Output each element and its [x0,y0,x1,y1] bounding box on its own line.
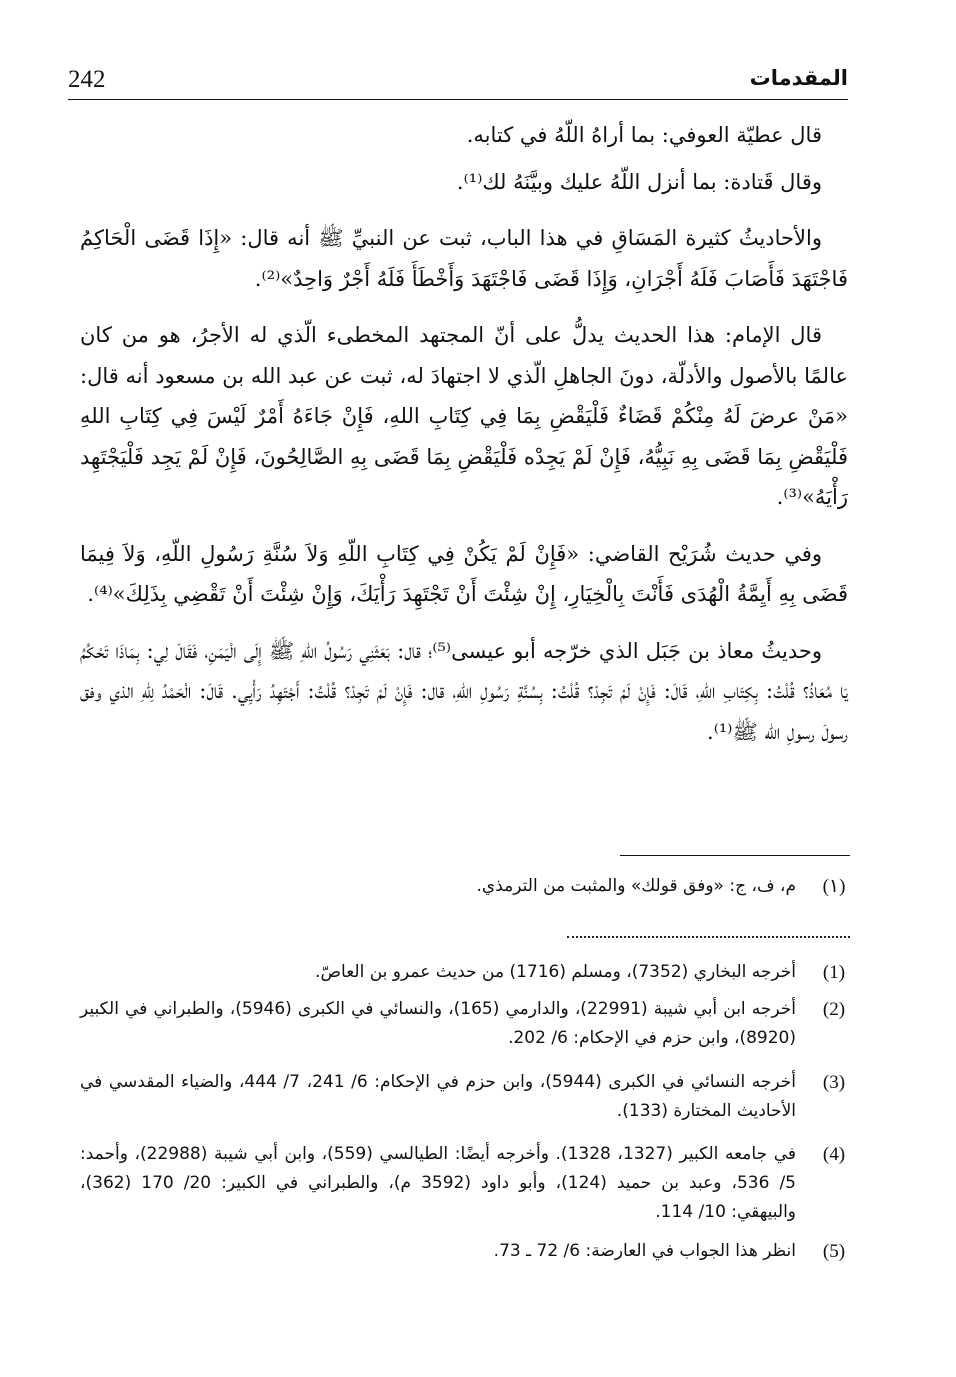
paragraph-text: وفي حديث شُرَيْح القاضي: «فَإِنْ لَمْ يَكُنْ فِي كِتَابِ اللّهِ وَلاَ سُنَّةِ رَسُولِ اللّهِ، وَلاَ فِيمَا قَضَى بِهِ أَيِمَّةُ الْهُدَى فَأَنْتَ بِالْخِيَارِ، إِنْ شِئْتَ أَنْ تَجْتَهِدَ رَأْيَكَ، وَإِنْ شِئْتَ أَنْ تَقْضِي بِذَلِكَ»⁽⁴⁾. [80,541,848,606]
footnote-number: (2) [822,999,846,1020]
editor-note [80,872,848,901]
paragraph [80,315,848,518]
header-rule [68,99,848,100]
footnote-number: (5) [822,1241,846,1262]
running-title: المقدمات [749,66,848,90]
paragraph-text: قال عطيّة العوفي: بما أراهُ اللّهُ في كتابه. [466,123,822,147]
paragraph-text: والأحاديثُ كثيرة المَسَاقِ في هذا الباب، ثبت عن النبيِّ ﷺ أنه قال: «إِذَا قَضَى الْحَاكِمُ فَاجْتَهَدَ فَأَصَابَ فَلَهُ أَجْرَانِ، وَإِذَا قَضَى فَاجْتَهَدَ وَأَخْطَأَ فَلَهُ أَجْرٌ وَاحِدٌ»⁽²⁾. [80,226,848,291]
footnote [80,1237,848,1266]
footnote [80,1068,848,1126]
footnote-number: (١) [822,876,846,897]
footnote-number: (4) [822,1144,846,1165]
page-header [68,62,848,100]
footnote-number: (3) [822,1072,846,1093]
paragraph [80,631,848,753]
footnote [80,1140,848,1227]
paragraph-text: وقال قَتادة: بما أنزل اللّهُ عليك وبيَّنَهُ لك⁽¹⁾. [456,169,822,194]
paragraph [80,534,848,615]
footnote-text: انظر هذا الجواب في العارضة: 6/ 72 ـ 73. [493,1241,796,1261]
main-text [80,115,848,768]
footnote-text: في جامعه الكبير (1327، 1328). وأخرجه أيضًا: الطيالسي (559)، وابن أبي شيبة (22988)، وأحمد: 5/ 536، وعبد بن حميد (124)، وأبو داود (3592 م)، والطبراني في الكبير: 20/ 170 (362)، والبيهقي: 10/ 114. [80,1144,796,1222]
paragraph [80,162,848,203]
dotted-separator [567,936,850,938]
paragraph-text: قال الإمام: هذا الحديث يدلُّ على أنّ المجتهد المخطىء الّذي له الأجرُ، هو من كان عالمًا بالأصول والأدلّة، دونَ الجاهلِ الّذي لا اجتهادَ له، ثبت عن عبد الله بن مسعود أنه قال: «مَنْ عرضَ لَهُ مِنْكُمْ قَضَاءٌ فَلْيَقْضِ بِمَا فِي كِتَابِ اللهِ، فَإِنْ جَاءَهُ أَمْرٌ لَيْسَ فِي كِتَابِ اللهِ فَلْيَقْضِ بِمَا قَضَى بِهِ نَبِيُّهُ، فَإِنْ لَمْ يَجِدْه فَلْيَقْضِ بِمَا قَضَى بِهِ الصَّالِحُونَ، فَإِنْ لَمْ يَجِد فَلْيَجْتَهِد رَأْيَهُ»⁽³⁾. [80,323,848,509]
paragraph-text: وحديثُ معاذ بن جَبَل الذي خرّجه أبو عيسى⁽⁵⁾؛ قال: بَعَثَنِي رَسُولُ اللّهِ ﷺ إِلَى الْيَمَنِ، فَقَالَ لِي: بِمَاذَا تَحْكُمُ يَا مُعَاذُ؟ قُلْتُ: بِكِتَابِ اللّهِ، قَالَ: فَإِنْ لَمْ تَجِدْ؟ قُلْتُ: بِسُنَّةِ رَسُولِ اللّهِ، قال: فَإِنْ لَمْ تَجِدْ؟ قُلْتُ: أَجْتَهِدُ رَأْيِي. قَالَ: الْحَمْدُ لِلّهِ الذي وفق رسولَ رسولِ الله ﷺ⁽¹⁾. [80,638,848,744]
footnote-text: أخرجه ابن أبي شيبة (22991)، والدارمي (165)، والنسائي في الكبرى (5946)، والطبراني في الكبير (8920)، وابن حزم في الإحكام: 6/ 202. [80,999,797,1048]
footnote-text: م، ف، ج: «وفق قولك» والمثبت من الترمذي. [476,876,796,896]
footnote-text: أخرجه النسائي في الكبرى (5944)، وابن حزم في الإحكام: 6/ 241، 7/ 444، والضياء المقدسي في الأحاديث المختارة (133). [80,1072,797,1121]
footnote-number: (1) [822,962,846,983]
footnote-separator [620,855,850,856]
paragraph [80,115,848,156]
page-number: 242 [68,66,106,93]
paragraph [80,218,848,299]
footnote [80,958,848,987]
footnote [80,995,848,1053]
footnote-text: أخرجه البخاري (7352)، ومسلم (1716) من حديث عمرو بن العاصّ. [315,962,796,982]
